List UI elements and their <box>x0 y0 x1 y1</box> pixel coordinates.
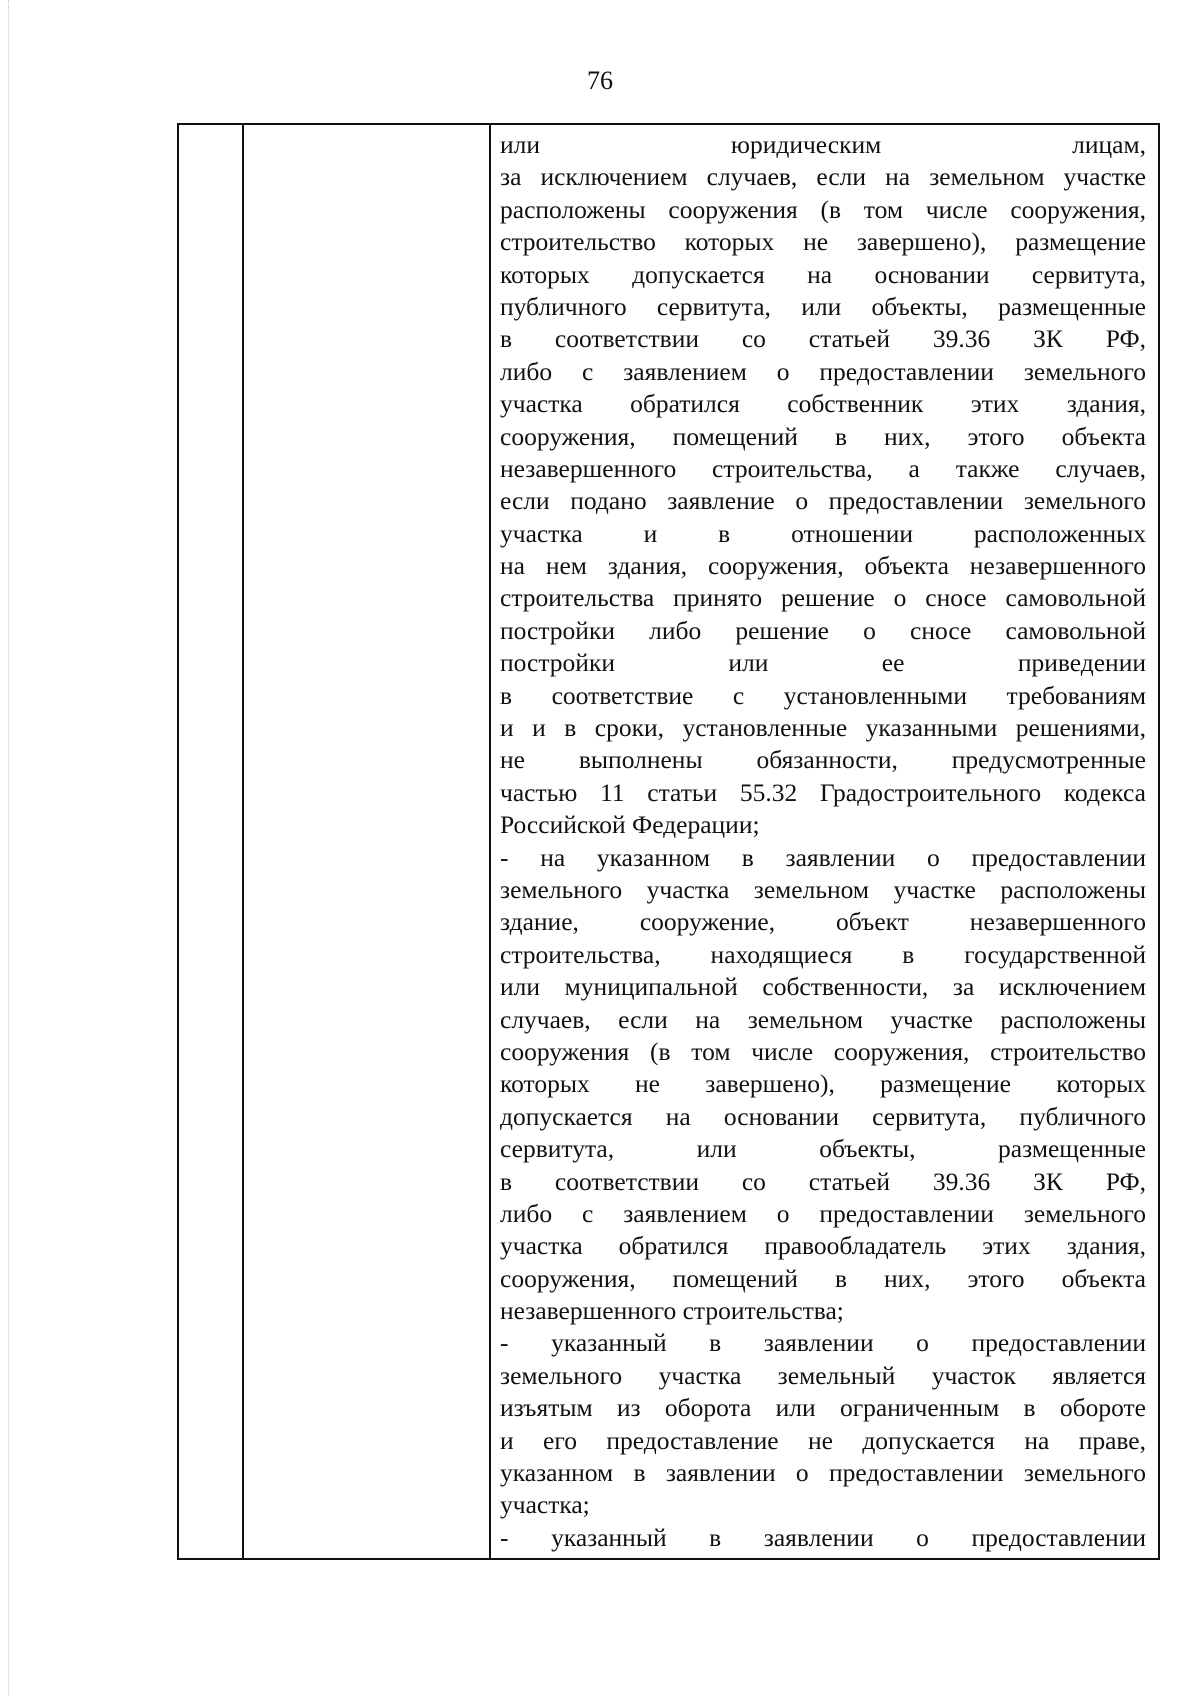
text-line: здание, сооружение, объект незавершенного <box>500 907 1146 937</box>
text-line: участка обратился правообладатель этих здания, <box>500 1231 1146 1261</box>
text-line: и и в сроки, установленные указанными решениями, <box>500 713 1146 743</box>
text-line: расположены сооружения (в том числе сооружения, <box>500 194 1146 224</box>
text-line: допускается на основании сервитута, публичного <box>500 1101 1146 1131</box>
text-line: - указанный в заявлении о предоставлении <box>500 1328 1146 1358</box>
text-line: строительства принято решение о сносе самовольной <box>500 583 1146 613</box>
text-line: либо с заявлением о предоставлении земельного <box>500 1198 1146 1228</box>
text-line: изъятым из оборота или ограниченным в обороте <box>500 1393 1146 1423</box>
text-line: или юридическим лицам, <box>500 130 1146 159</box>
text-line: постройки или ее приведении <box>500 648 1146 678</box>
scan-margin-rule <box>8 0 9 1696</box>
text-line: участка; <box>500 1490 590 1520</box>
text-line: которых допускается на основании сервитута, <box>500 259 1146 289</box>
text-line: в соответствие с установленными требованиям <box>500 680 1146 710</box>
text-line: - указанный в заявлении о предоставлении <box>500 1522 1146 1552</box>
text-line: сооружения (в том числе сооружения, строительство <box>500 1036 1146 1066</box>
column-divider-2 <box>489 125 491 1558</box>
text-line: земельного участка земельный участок является <box>500 1360 1146 1390</box>
text-line: которых не завершено), размещение которых <box>500 1069 1146 1099</box>
text-line: незавершенного строительства; <box>500 1296 844 1326</box>
text-line: сооружения, помещений в них, этого объекта <box>500 1263 1146 1293</box>
text-line: или муниципальной собственности, за исключением <box>500 972 1146 1002</box>
text-line: если подано заявление о предоставлении земельного <box>500 486 1146 516</box>
text-line: в соответствии со статьей 39.36 ЗК РФ, <box>500 1166 1146 1196</box>
text-line: не выполнены обязанности, предусмотренные <box>500 745 1146 775</box>
text-line: сервитута, или объекты, размещенные <box>500 1134 1146 1164</box>
text-line: случаев, если на земельном участке расположены <box>500 1004 1146 1034</box>
text-line: за исключением случаев, если на земельном участке <box>500 162 1146 192</box>
text-line: частью 11 статьи 55.32 Градостроительного кодекса <box>500 777 1146 807</box>
text-line: либо с заявлением о предоставлении земельного <box>500 356 1146 386</box>
text-line: - на указанном в заявлении о предоставлении <box>500 842 1146 872</box>
column-divider-1 <box>242 125 244 1558</box>
text-line: строительство которых не завершено), размещение <box>500 227 1146 257</box>
text-line: участка обратился собственник этих здания, <box>500 389 1146 419</box>
document-table <box>177 123 1160 1560</box>
text-line: в соответствии со статьей 39.36 ЗК РФ, <box>500 324 1146 354</box>
text-line: сооружения, помещений в них, этого объекта <box>500 421 1146 451</box>
text-line: постройки либо решение о сносе самовольной <box>500 615 1146 645</box>
text-line: Российской Федерации; <box>500 810 760 840</box>
text-line: указанном в заявлении о предоставлении земельного <box>500 1458 1146 1488</box>
text-line: и его предоставление не допускается на праве, <box>500 1425 1146 1455</box>
page-number: 76 <box>587 66 613 95</box>
text-line: незавершенного строительства, а также случаев, <box>500 453 1146 483</box>
text-line: на нем здания, сооружения, объекта незавершенного <box>500 551 1146 581</box>
text-line: публичного сервитута, или объекты, размещенные <box>500 291 1146 321</box>
table-text-cell <box>500 129 1146 1554</box>
text-line: строительства, находящиеся в государственной <box>500 939 1146 969</box>
text-line: участка и в отношении расположенных <box>500 518 1146 548</box>
text-line: земельного участка земельном участке расположены <box>500 874 1146 904</box>
